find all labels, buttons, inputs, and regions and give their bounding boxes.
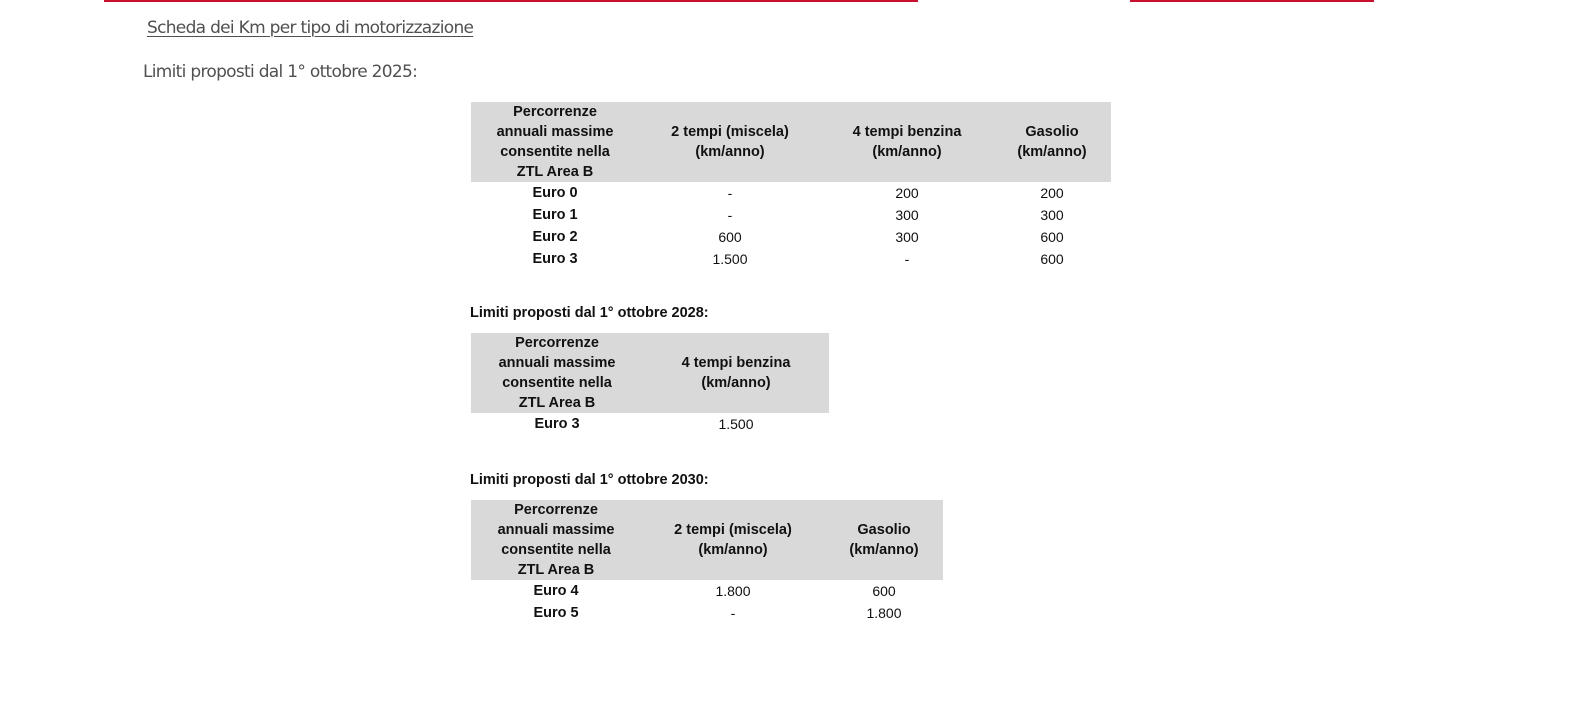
table-header-row bbox=[471, 102, 1111, 182]
table-cell: 1.800 bbox=[715, 583, 751, 599]
table-cell: 600 bbox=[718, 229, 742, 245]
column-header-4-tempi-benzina: 4 tempi benzina (km/anno) bbox=[643, 333, 829, 413]
row-label: Euro 5 bbox=[533, 605, 579, 621]
table-cell: 600 bbox=[872, 583, 896, 599]
page-title: Scheda dei Km per tipo di motorizzazione bbox=[147, 18, 474, 38]
table-header-row bbox=[471, 500, 943, 580]
column-header-2-tempi: 2 tempi (miscela) (km/anno) bbox=[641, 500, 825, 580]
table-limits-2028 bbox=[471, 333, 829, 435]
table-row bbox=[471, 580, 943, 602]
table-limits-2025 bbox=[471, 102, 1111, 270]
table-cell: 1.500 bbox=[718, 416, 754, 432]
table-cell: 300 bbox=[895, 229, 919, 245]
table-cell: 600 bbox=[1040, 251, 1064, 267]
column-header-category: Percorrenze annuali massime consentite nella ZTL Area B bbox=[471, 102, 639, 182]
table-cell: 300 bbox=[895, 207, 919, 223]
table-limits-2030 bbox=[471, 500, 943, 624]
column-header-4-tempi-benzina: 4 tempi benzina (km/anno) bbox=[821, 102, 993, 182]
row-label: Euro 4 bbox=[533, 583, 579, 599]
row-label: Euro 0 bbox=[532, 185, 578, 201]
row-label: Euro 3 bbox=[534, 416, 580, 432]
table-row bbox=[471, 602, 943, 624]
table-cell: - bbox=[904, 251, 910, 267]
heading-2030: Limiti proposti dal 1° ottobre 2030: bbox=[470, 472, 709, 488]
table-row bbox=[471, 182, 1111, 204]
top-accent-line-left bbox=[104, 0, 918, 2]
row-label: Euro 2 bbox=[532, 229, 578, 245]
table-cell: 200 bbox=[1040, 185, 1064, 201]
table-cell: 600 bbox=[1040, 229, 1064, 245]
row-label: Euro 1 bbox=[532, 207, 578, 223]
table-cell: - bbox=[727, 185, 733, 201]
column-header-category: Percorrenze annuali massime consentite nella ZTL Area B bbox=[471, 333, 643, 413]
table-cell: - bbox=[730, 605, 736, 621]
table-cell: 300 bbox=[1040, 207, 1064, 223]
row-label: Euro 3 bbox=[532, 251, 578, 267]
column-header-gasolio: Gasolio (km/anno) bbox=[993, 102, 1111, 182]
column-header-category: Percorrenze annuali massime consentite nella ZTL Area B bbox=[471, 500, 641, 580]
table-row bbox=[471, 226, 1111, 248]
table-row bbox=[471, 413, 829, 435]
top-accent-line-right bbox=[1130, 0, 1374, 2]
table-row bbox=[471, 204, 1111, 226]
table-header-row bbox=[471, 333, 829, 413]
table-cell: 1.800 bbox=[866, 605, 902, 621]
table-row bbox=[471, 248, 1111, 270]
table-cell: 200 bbox=[895, 185, 919, 201]
column-header-2-tempi: 2 tempi (miscela) (km/anno) bbox=[639, 102, 821, 182]
column-header-gasolio: Gasolio (km/anno) bbox=[825, 500, 943, 580]
table-cell: - bbox=[727, 207, 733, 223]
table-cell: 1.500 bbox=[712, 251, 748, 267]
heading-2028: Limiti proposti dal 1° ottobre 2028: bbox=[470, 305, 709, 321]
subtitle-2025: Limiti proposti dal 1° ottobre 2025: bbox=[143, 62, 418, 82]
